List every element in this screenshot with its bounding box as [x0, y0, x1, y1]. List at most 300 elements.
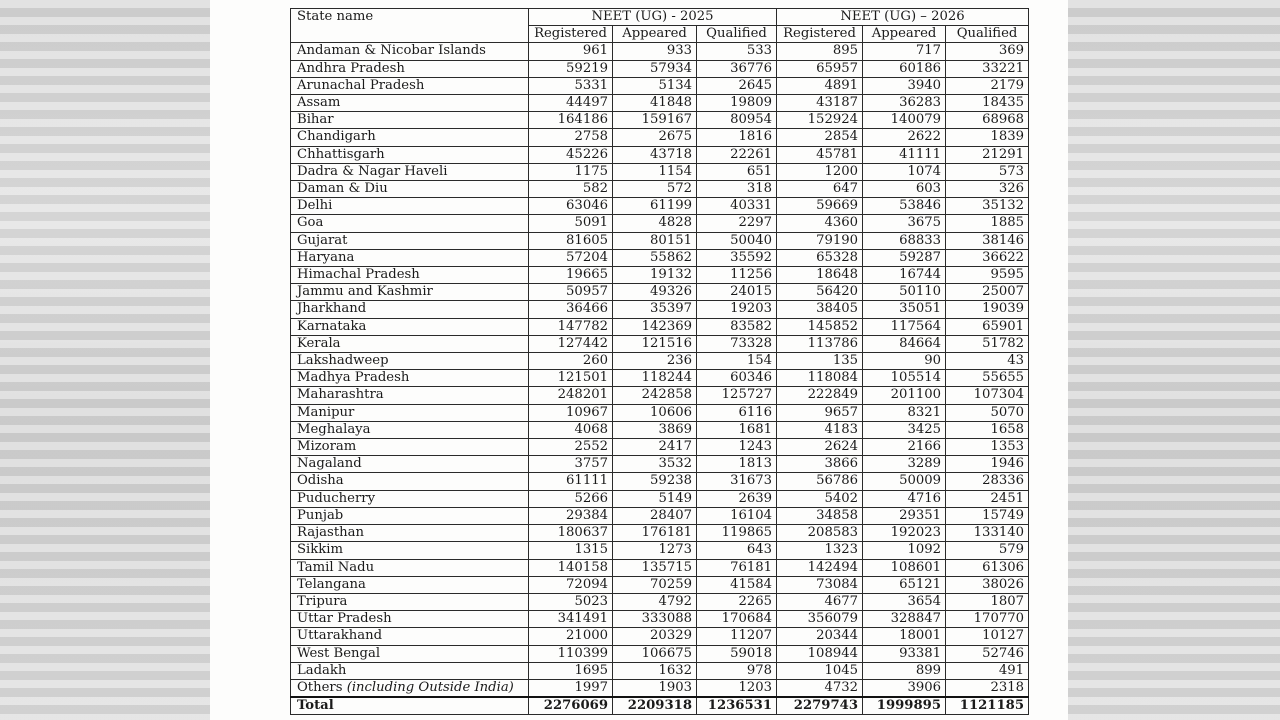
state-name-cell [291, 679, 529, 697]
registered-2026-cell: 73084 [777, 576, 863, 593]
appeared-2025-cell: 118244 [613, 370, 697, 387]
registered-2025-cell: 248201 [529, 387, 613, 404]
qualified-2026-cell: 33221 [946, 60, 1029, 77]
appeared-2026-cell: 4716 [863, 490, 946, 507]
qualified-2025-cell: 35592 [697, 249, 777, 266]
registered-2025-cell: 45226 [529, 146, 613, 163]
qualified-2026-cell: 65901 [946, 318, 1029, 335]
appeared-2026-cell: 50009 [863, 473, 946, 490]
appeared-2025-cell: 2417 [613, 439, 697, 456]
qualified-2025-cell: 19809 [697, 95, 777, 112]
appeared-2025-cell: 933 [613, 43, 697, 60]
appeared-2026-cell: 899 [863, 662, 946, 679]
state-name-text: Goa [297, 215, 324, 231]
state-name-text: Jammu and Kashmir [297, 284, 433, 300]
registered-2026-cell: 4732 [777, 679, 863, 697]
registered-2026-cell: 18648 [777, 267, 863, 284]
state-name-cell [291, 611, 529, 628]
registered-2025-cell: 59219 [529, 60, 613, 77]
registered-2025-cell: 1175 [529, 163, 613, 180]
qualified-2026-cell: 10127 [946, 628, 1029, 645]
state-name-cell [291, 112, 529, 129]
appeared-2025-cell: 159167 [613, 112, 697, 129]
state-name-text: Puducherry [297, 490, 376, 506]
qualified-2026-cell: 369 [946, 43, 1029, 60]
appeared-2026-cell: 65121 [863, 576, 946, 593]
state-name-cell [291, 456, 529, 473]
state-name-cell [291, 490, 529, 507]
qualified-2026-cell: 1658 [946, 421, 1029, 438]
registered-2025-cell: 72094 [529, 576, 613, 593]
qualified-2026-cell: 579 [946, 542, 1029, 559]
state-name-cell [291, 318, 529, 335]
registered-2026-header: Registered [777, 26, 863, 43]
qualified-2026-cell: 326 [946, 181, 1029, 198]
registered-2026-cell: 145852 [777, 318, 863, 335]
appeared-2026-cell: 140079 [863, 112, 946, 129]
state-name-cell [291, 60, 529, 77]
qualified-2026-cell: 36622 [946, 249, 1029, 266]
registered-2026-cell: 4183 [777, 421, 863, 438]
registered-2026-cell: 1045 [777, 662, 863, 679]
registered-2025-cell: 81605 [529, 232, 613, 249]
registered-2025-cell: 147782 [529, 318, 613, 335]
registered-2025-cell: 1997 [529, 679, 613, 697]
appeared-2025-cell: 20329 [613, 628, 697, 645]
state-name-cell [291, 559, 529, 576]
table-row [291, 593, 1029, 610]
appeared-2025-cell: 1154 [613, 163, 697, 180]
registered-2025-cell: 5266 [529, 490, 613, 507]
appeared-2026-cell: 93381 [863, 645, 946, 662]
state-name-cell [291, 370, 529, 387]
appeared-2026-header: Appeared [863, 26, 946, 43]
appeared-2025-cell: 176181 [613, 525, 697, 542]
appeared-2025-cell: 3869 [613, 421, 697, 438]
registered-2026-cell: 20344 [777, 628, 863, 645]
registered-2025-cell: 180637 [529, 525, 613, 542]
table-row [291, 542, 1029, 559]
table-row [291, 129, 1029, 146]
registered-2026-cell: 4360 [777, 215, 863, 232]
table-row [291, 525, 1029, 542]
total-label [291, 697, 529, 715]
appeared-2026-cell: 1999895 [863, 697, 946, 715]
appeared-2026-cell: 3425 [863, 421, 946, 438]
appeared-2026-cell: 8321 [863, 404, 946, 421]
qualified-2025-cell: 1236531 [697, 697, 777, 715]
registered-2025-cell: 164186 [529, 112, 613, 129]
qualified-2025-cell: 19203 [697, 301, 777, 318]
state-name-cell [291, 421, 529, 438]
appeared-2026-cell: 192023 [863, 525, 946, 542]
qualified-2026-header: Qualified [946, 26, 1029, 43]
registered-2025-cell: 29384 [529, 507, 613, 524]
state-name-text: Manipur [297, 404, 355, 420]
state-name-cell [291, 542, 529, 559]
state-name-cell [291, 146, 529, 163]
qualified-2025-cell: 1816 [697, 129, 777, 146]
appeared-2025-cell: 28407 [613, 507, 697, 524]
qualified-2025-cell: 80954 [697, 112, 777, 129]
registered-2025-header: Registered [529, 26, 613, 43]
qualified-2026-cell: 25007 [946, 284, 1029, 301]
state-name-text: Andhra Pradesh [297, 60, 405, 76]
state-name-text: Bihar [297, 112, 334, 128]
year-2026-header: NEET (UG) – 2026 [777, 9, 1029, 26]
table-row [291, 318, 1029, 335]
year-2025-header: NEET (UG) - 2025 [529, 9, 777, 26]
table-row [291, 559, 1029, 576]
appeared-2026-cell: 16744 [863, 267, 946, 284]
registered-2026-cell: 65328 [777, 249, 863, 266]
qualified-2025-cell: 170684 [697, 611, 777, 628]
qualified-2025-cell: 60346 [697, 370, 777, 387]
appeared-2026-cell: 84664 [863, 335, 946, 352]
appeared-2025-cell: 57934 [613, 60, 697, 77]
state-name-text: Delhi [297, 198, 333, 214]
appeared-2026-cell: 36283 [863, 95, 946, 112]
state-name-cell [291, 576, 529, 593]
appeared-2025-header: Appeared [613, 26, 697, 43]
qualified-2025-cell: 1203 [697, 679, 777, 697]
registered-2025-cell: 57204 [529, 249, 613, 266]
registered-2026-cell: 118084 [777, 370, 863, 387]
state-name-cell [291, 181, 529, 198]
appeared-2025-cell: 1273 [613, 542, 697, 559]
qualified-2025-cell: 11256 [697, 267, 777, 284]
state-name-text: Odisha [297, 473, 344, 489]
registered-2026-cell: 152924 [777, 112, 863, 129]
table-row [291, 370, 1029, 387]
qualified-2025-header: Qualified [697, 26, 777, 43]
qualified-2026-cell: 2451 [946, 490, 1029, 507]
qualified-2025-cell: 11207 [697, 628, 777, 645]
table-row [291, 43, 1029, 60]
state-name-cell [291, 662, 529, 679]
qualified-2026-cell: 2318 [946, 679, 1029, 697]
state-name-cell [291, 284, 529, 301]
qualified-2025-cell: 2297 [697, 215, 777, 232]
table-header-row [291, 9, 1029, 26]
appeared-2025-cell: 19132 [613, 267, 697, 284]
state-name-cell [291, 215, 529, 232]
appeared-2025-cell: 5149 [613, 490, 697, 507]
appeared-2026-cell: 90 [863, 353, 946, 370]
qualified-2026-cell: 19039 [946, 301, 1029, 318]
registered-2026-cell: 108944 [777, 645, 863, 662]
appeared-2025-cell: 59238 [613, 473, 697, 490]
qualified-2026-cell: 43 [946, 353, 1029, 370]
qualified-2025-cell: 40331 [697, 198, 777, 215]
qualified-2025-cell: 651 [697, 163, 777, 180]
state-name-text: Nagaland [297, 456, 362, 472]
qualified-2025-cell: 59018 [697, 645, 777, 662]
state-name-text: Karnataka [297, 318, 367, 334]
appeared-2026-cell: 68833 [863, 232, 946, 249]
qualified-2026-cell: 1353 [946, 439, 1029, 456]
registered-2026-cell: 647 [777, 181, 863, 198]
state-name-text: Jharkhand [297, 301, 367, 317]
registered-2026-cell: 356079 [777, 611, 863, 628]
registered-2025-cell: 3757 [529, 456, 613, 473]
qualified-2026-cell: 51782 [946, 335, 1029, 352]
qualified-2026-cell: 38026 [946, 576, 1029, 593]
table-row [291, 335, 1029, 352]
appeared-2025-cell: 242858 [613, 387, 697, 404]
appeared-2025-cell: 41848 [613, 95, 697, 112]
appeared-2025-cell: 49326 [613, 284, 697, 301]
table-row [291, 421, 1029, 438]
registered-2026-cell: 38405 [777, 301, 863, 318]
table-row [291, 112, 1029, 129]
registered-2025-cell: 2758 [529, 129, 613, 146]
appeared-2025-cell: 1632 [613, 662, 697, 679]
state-name-text: Kerala [297, 335, 341, 351]
appeared-2025-cell: 70259 [613, 576, 697, 593]
qualified-2026-cell: 1807 [946, 593, 1029, 610]
table-row [291, 163, 1029, 180]
qualified-2025-cell: 2265 [697, 593, 777, 610]
registered-2025-cell: 961 [529, 43, 613, 60]
state-name-text: Arunachal Pradesh [297, 77, 425, 93]
state-name-cell [291, 645, 529, 662]
state-name-text: Haryana [297, 249, 355, 265]
registered-2025-cell: 110399 [529, 645, 613, 662]
registered-2026-cell: 142494 [777, 559, 863, 576]
state-name-text: Tamil Nadu [297, 559, 375, 575]
registered-2026-cell: 45781 [777, 146, 863, 163]
qualified-2026-cell: 18435 [946, 95, 1029, 112]
state-name-text: Gujarat [297, 232, 348, 248]
state-name-text: Lakshadweep [297, 353, 389, 369]
table-row [291, 473, 1029, 490]
registered-2025-cell: 260 [529, 353, 613, 370]
qualified-2026-cell: 38146 [946, 232, 1029, 249]
appeared-2026-cell: 50110 [863, 284, 946, 301]
table-body [291, 43, 1029, 715]
appeared-2025-cell: 4792 [613, 593, 697, 610]
table-row [291, 576, 1029, 593]
state-name-cell [291, 335, 529, 352]
registered-2026-cell: 135 [777, 353, 863, 370]
appeared-2026-cell: 3289 [863, 456, 946, 473]
registered-2025-cell: 4068 [529, 421, 613, 438]
table-row [291, 232, 1029, 249]
registered-2026-cell: 222849 [777, 387, 863, 404]
appeared-2026-cell: 59287 [863, 249, 946, 266]
state-name-text: Daman & Diu [297, 181, 388, 197]
appeared-2025-cell: 35397 [613, 301, 697, 318]
registered-2025-cell: 127442 [529, 335, 613, 352]
appeared-2025-cell: 135715 [613, 559, 697, 576]
qualified-2026-cell: 28336 [946, 473, 1029, 490]
neet-statewise-table [290, 8, 1029, 715]
qualified-2025-cell: 73328 [697, 335, 777, 352]
appeared-2025-cell: 106675 [613, 645, 697, 662]
qualified-2025-cell: 22261 [697, 146, 777, 163]
appeared-2026-cell: 2622 [863, 129, 946, 146]
state-name-text: Dadra & Nagar Haveli [297, 163, 448, 179]
state-name-cell [291, 77, 529, 94]
qualified-2025-cell: 119865 [697, 525, 777, 542]
appeared-2026-cell: 3675 [863, 215, 946, 232]
table-row [291, 95, 1029, 112]
table-row [291, 490, 1029, 507]
state-name-text: Mizoram [297, 439, 357, 455]
appeared-2025-cell: 61199 [613, 198, 697, 215]
state-name-text: Meghalaya [297, 421, 371, 437]
appeared-2026-cell: 328847 [863, 611, 946, 628]
registered-2025-cell: 5091 [529, 215, 613, 232]
registered-2025-cell: 1315 [529, 542, 613, 559]
qualified-2025-cell: 125727 [697, 387, 777, 404]
state-note-text: (including Outside India) [346, 679, 514, 695]
registered-2026-cell: 2624 [777, 439, 863, 456]
appeared-2026-cell: 2166 [863, 439, 946, 456]
registered-2026-cell: 5402 [777, 490, 863, 507]
registered-2026-cell: 2279743 [777, 697, 863, 715]
state-name-text: Chandigarh [297, 129, 376, 145]
registered-2026-cell: 3866 [777, 456, 863, 473]
state-name-cell [291, 593, 529, 610]
appeared-2025-cell: 3532 [613, 456, 697, 473]
appeared-2025-cell: 572 [613, 181, 697, 198]
appeared-2026-cell: 201100 [863, 387, 946, 404]
appeared-2025-cell: 55862 [613, 249, 697, 266]
state-name-cell [291, 301, 529, 318]
registered-2025-cell: 61111 [529, 473, 613, 490]
state-name-text: Rajasthan [297, 525, 364, 541]
qualified-2026-cell: 1121185 [946, 697, 1029, 715]
state-name-cell [291, 129, 529, 146]
qualified-2025-cell: 533 [697, 43, 777, 60]
qualified-2026-cell: 9595 [946, 267, 1029, 284]
registered-2026-cell: 43187 [777, 95, 863, 112]
table-row [291, 301, 1029, 318]
table-row [291, 77, 1029, 94]
appeared-2026-cell: 105514 [863, 370, 946, 387]
table-row [291, 662, 1029, 679]
qualified-2026-cell: 133140 [946, 525, 1029, 542]
qualified-2026-cell: 55655 [946, 370, 1029, 387]
qualified-2025-cell: 2639 [697, 490, 777, 507]
appeared-2025-cell: 43718 [613, 146, 697, 163]
registered-2025-cell: 44497 [529, 95, 613, 112]
appeared-2025-cell: 1903 [613, 679, 697, 697]
appeared-2025-cell: 2675 [613, 129, 697, 146]
state-name-cell [291, 267, 529, 284]
registered-2025-cell: 1695 [529, 662, 613, 679]
appeared-2025-cell: 236 [613, 353, 697, 370]
registered-2026-cell: 59669 [777, 198, 863, 215]
table-row [291, 507, 1029, 524]
qualified-2025-cell: 318 [697, 181, 777, 198]
qualified-2026-cell: 573 [946, 163, 1029, 180]
registered-2026-cell: 34858 [777, 507, 863, 524]
qualified-2025-cell: 1243 [697, 439, 777, 456]
state-name-text: Chhattisgarh [297, 146, 385, 162]
qualified-2026-cell: 1839 [946, 129, 1029, 146]
state-name-text: Andaman & Nicobar Islands [297, 43, 486, 59]
registered-2026-cell: 65957 [777, 60, 863, 77]
table-row [291, 611, 1029, 628]
qualified-2026-cell: 2179 [946, 77, 1029, 94]
appeared-2025-cell: 10606 [613, 404, 697, 421]
registered-2026-cell: 113786 [777, 335, 863, 352]
table-row [291, 404, 1029, 421]
registered-2026-cell: 895 [777, 43, 863, 60]
appeared-2026-cell: 18001 [863, 628, 946, 645]
appeared-2025-cell: 4828 [613, 215, 697, 232]
state-name-text: Assam [297, 95, 341, 111]
appeared-2026-cell: 60186 [863, 60, 946, 77]
registered-2025-cell: 50957 [529, 284, 613, 301]
registered-2025-cell: 63046 [529, 198, 613, 215]
registered-2025-cell: 140158 [529, 559, 613, 576]
total-row [291, 697, 1029, 715]
state-name-text: Ladakh [297, 662, 347, 678]
blurred-background-left [0, 0, 210, 720]
state-name-text: West Bengal [297, 645, 381, 661]
table-row [291, 215, 1029, 232]
appeared-2026-cell: 35051 [863, 301, 946, 318]
registered-2026-cell: 208583 [777, 525, 863, 542]
state-name-cell [291, 404, 529, 421]
registered-2026-cell: 56420 [777, 284, 863, 301]
state-name-cell [291, 473, 529, 490]
appeared-2026-cell: 3940 [863, 77, 946, 94]
registered-2026-cell: 4677 [777, 593, 863, 610]
table-row [291, 679, 1029, 697]
state-name-text: Others [297, 679, 347, 695]
registered-2026-cell: 4891 [777, 77, 863, 94]
blurred-background-right [1068, 0, 1280, 720]
appeared-2025-cell: 2209318 [613, 697, 697, 715]
state-name-cell [291, 387, 529, 404]
qualified-2026-cell: 491 [946, 662, 1029, 679]
qualified-2025-cell: 643 [697, 542, 777, 559]
state-name-cell [291, 95, 529, 112]
table-row [291, 146, 1029, 163]
qualified-2026-cell: 21291 [946, 146, 1029, 163]
state-name-cell [291, 525, 529, 542]
state-name-cell [291, 163, 529, 180]
state-name-text: Sikkim [297, 542, 343, 558]
state-name-text: Tripura [297, 593, 348, 609]
registered-2025-cell: 2276069 [529, 697, 613, 715]
registered-2026-cell: 1323 [777, 542, 863, 559]
state-name-cell [291, 198, 529, 215]
qualified-2025-cell: 978 [697, 662, 777, 679]
table-row [291, 60, 1029, 77]
table-row [291, 387, 1029, 404]
appeared-2026-cell: 717 [863, 43, 946, 60]
state-name-text: Madhya Pradesh [297, 370, 410, 386]
registered-2026-cell: 1200 [777, 163, 863, 180]
appeared-2026-cell: 117564 [863, 318, 946, 335]
qualified-2026-cell: 52746 [946, 645, 1029, 662]
qualified-2025-cell: 16104 [697, 507, 777, 524]
registered-2025-cell: 5331 [529, 77, 613, 94]
qualified-2025-cell: 154 [697, 353, 777, 370]
registered-2025-cell: 5023 [529, 593, 613, 610]
state-name-cell [291, 43, 529, 60]
document-page [210, 0, 1068, 720]
registered-2025-cell: 21000 [529, 628, 613, 645]
qualified-2026-cell: 1946 [946, 456, 1029, 473]
state-name-text: Telangana [297, 576, 366, 592]
